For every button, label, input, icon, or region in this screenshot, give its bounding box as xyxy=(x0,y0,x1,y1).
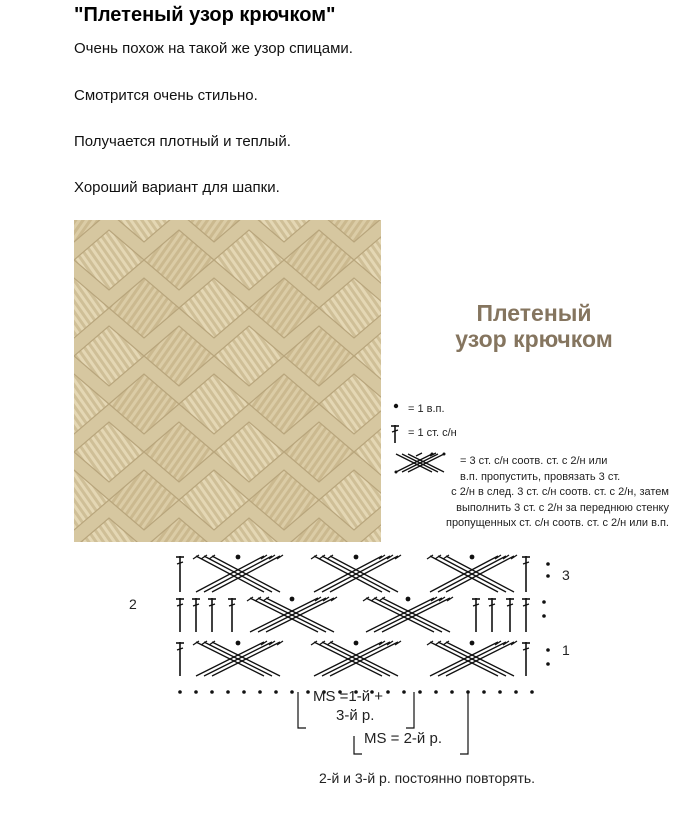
chain-dot xyxy=(546,562,550,566)
chain-dot xyxy=(514,690,518,694)
repeat-note: 2-й и 3-й р. постоянно повторять. xyxy=(319,770,536,786)
chain-dot xyxy=(542,614,546,618)
chain-dot xyxy=(386,690,390,694)
ms-bracket-right xyxy=(406,692,414,728)
chain-dot xyxy=(546,662,550,666)
chain-dot xyxy=(258,690,262,694)
chain-dot xyxy=(242,690,246,694)
legend-cross-line-2: в.п. пропустить, провязать 3 ст. xyxy=(460,470,621,483)
chain-dot xyxy=(546,648,550,652)
chain-dot xyxy=(290,690,294,694)
ms2-bracket-right xyxy=(460,692,468,754)
chain-dot xyxy=(178,690,182,694)
cross-knot xyxy=(470,555,475,560)
double-crochet-icon xyxy=(388,422,402,444)
paragraph-4: Хороший вариант для шапки. xyxy=(74,179,280,196)
ms-label-2: MS = 2-й р. xyxy=(364,730,442,747)
legend-cross-desc-a xyxy=(460,454,620,485)
chain-dot-icon xyxy=(390,400,402,412)
cross-knot xyxy=(470,641,475,646)
card-title xyxy=(414,300,654,352)
chain-dot xyxy=(434,690,438,694)
article-title: "Плетеный узор крючком" xyxy=(74,4,336,26)
ms-label-1: MS =1-й + xyxy=(313,688,384,705)
chain-dot xyxy=(274,690,278,694)
legend-cross-line-1: = 3 ст. с/н соотв. ст. с 2/н или xyxy=(460,455,608,467)
card-title-line2: узор крючком xyxy=(455,326,613,352)
cross-knot xyxy=(354,641,359,646)
chain-dot xyxy=(546,574,550,578)
cross-knot xyxy=(354,555,359,560)
legend-chain: = 1 в.п. xyxy=(408,403,445,415)
cross-knot xyxy=(290,597,295,602)
ms2-bracket-left xyxy=(354,736,362,754)
paragraph-2: Смотрится очень стильно. xyxy=(74,87,258,104)
legend-cross-desc-b xyxy=(386,485,669,532)
chain-dot xyxy=(306,690,310,694)
ms-label-1b: 3-й р. xyxy=(336,707,375,724)
cross-knot xyxy=(406,597,411,602)
chain-dot xyxy=(482,690,486,694)
legend-cross-line-3: с 2/н в след. 3 ст. с/н соотв. ст. с 2/н, затем xyxy=(451,486,669,498)
row-label-3: 3 xyxy=(562,567,570,583)
yarn-texture-photo xyxy=(74,220,381,542)
row-label-2: 2 xyxy=(129,596,137,612)
row-label-1: 1 xyxy=(562,642,570,658)
legend-cross-line-5: пропущенных ст. с/н соотв. ст. с 2/н или в.п. xyxy=(445,517,669,529)
legend-cross-line-4: выполнить 3 ст. с 2/н за переднюю стенку xyxy=(456,501,669,514)
ms-bracket-left xyxy=(298,692,306,728)
chain-dot xyxy=(498,690,502,694)
chain-dot xyxy=(226,690,230,694)
paragraph-3: Получается плотный и теплый. xyxy=(74,133,291,150)
chain-dot xyxy=(542,600,546,604)
chain-dot xyxy=(530,690,534,694)
cross-knot xyxy=(236,641,241,646)
chain-dot xyxy=(210,690,214,694)
card-title-line1: Плетеный xyxy=(476,300,592,326)
pattern-card[interactable] xyxy=(74,220,675,823)
cross-knot xyxy=(236,555,241,560)
legend-dc: = 1 ст. с/н xyxy=(408,427,457,439)
chain-dot xyxy=(194,690,198,694)
chain-dot xyxy=(450,690,454,694)
paragraph-1: Очень похож на такой же узор спицами. xyxy=(74,40,353,57)
chain-dot xyxy=(402,690,406,694)
chain-dot xyxy=(418,690,422,694)
crossed-stitches-icon xyxy=(392,450,456,474)
